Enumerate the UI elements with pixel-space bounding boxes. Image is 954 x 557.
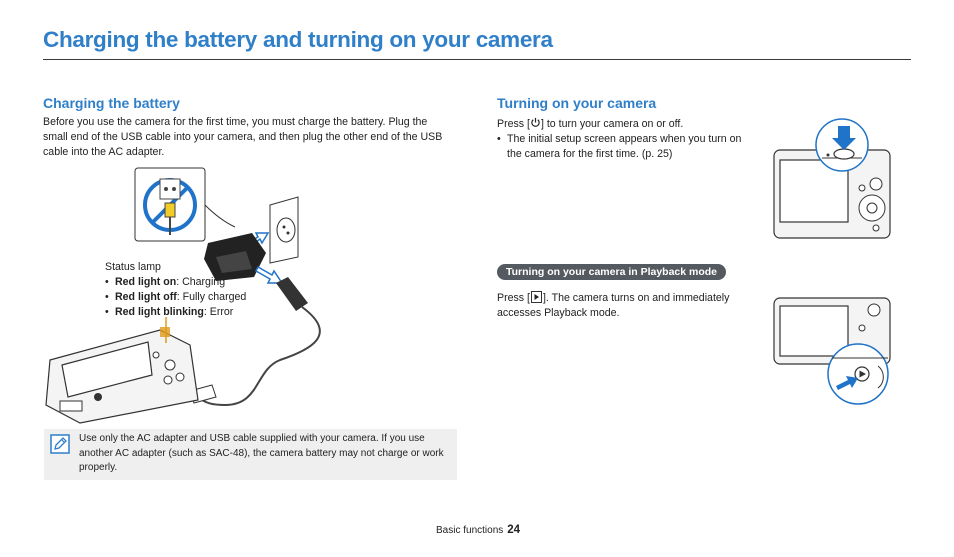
status-lamp-list bbox=[105, 275, 305, 320]
power-icon bbox=[530, 117, 541, 128]
camera-playback-illustration bbox=[770, 288, 900, 410]
status-lamp-legend bbox=[105, 260, 305, 320]
note-text: Use only the AC adapter and USB cable supplied with your camera. If you use another AC adapter (such as SAC-48), the camera battery may not charge or work properly. bbox=[79, 433, 444, 473]
playback-press-after: ]. The camera turns on and immediately accesses Playback mode. bbox=[497, 292, 730, 319]
playback-mode-pill: Turning on your camera in Playback mode bbox=[497, 264, 726, 280]
title-rule bbox=[43, 59, 911, 60]
turning-on-bullets bbox=[497, 132, 759, 162]
no-outlet-callout bbox=[135, 168, 235, 241]
status-term: Red light on bbox=[115, 276, 177, 288]
playback-text bbox=[497, 291, 757, 321]
turning-on-text bbox=[497, 117, 759, 162]
page-number: 24 bbox=[507, 524, 521, 536]
playback-icon bbox=[531, 291, 542, 303]
press-after-text: ] to turn your camera on or off. bbox=[540, 118, 684, 130]
note-pencil-icon bbox=[50, 434, 70, 454]
status-term: Red light blinking bbox=[115, 306, 204, 318]
status-lamp-title: Status lamp bbox=[105, 261, 161, 273]
camera-power-illustration bbox=[770, 118, 900, 246]
playback-press-before: Press [ bbox=[497, 292, 530, 304]
turning-on-press bbox=[497, 117, 759, 132]
charging-intro bbox=[43, 115, 453, 160]
status-desc: : Charging bbox=[176, 276, 226, 288]
turning-on-heading: Turning on your camera bbox=[497, 95, 657, 111]
status-lamp-item bbox=[105, 290, 305, 305]
press-before-text: Press [ bbox=[497, 118, 530, 130]
charging-intro-text: Before you use the camera for the first time, you must charge the battery. Plug the small end of the USB cable into your camera, and then plug the other end of the USB cable into the AC adapter. bbox=[43, 116, 443, 158]
playback-press bbox=[497, 291, 757, 321]
status-lamp-item bbox=[105, 275, 305, 290]
page-title: Charging the battery and turning on your camera bbox=[43, 27, 553, 52]
status-desc: : Error bbox=[203, 306, 234, 318]
status-lamp-item bbox=[105, 305, 305, 320]
charging-heading: Charging the battery bbox=[43, 95, 180, 111]
page-footer bbox=[436, 524, 520, 536]
camera-back-illustration bbox=[46, 327, 198, 423]
wall-outlet bbox=[270, 197, 298, 263]
status-term: Red light off bbox=[115, 291, 177, 303]
status-desc: : Fully charged bbox=[176, 291, 247, 303]
footer-section: Basic functions bbox=[436, 525, 504, 536]
turning-on-bullet: • The initial setup screen appears when you turn on the camera for the first time. (p. 25) bbox=[497, 132, 759, 162]
